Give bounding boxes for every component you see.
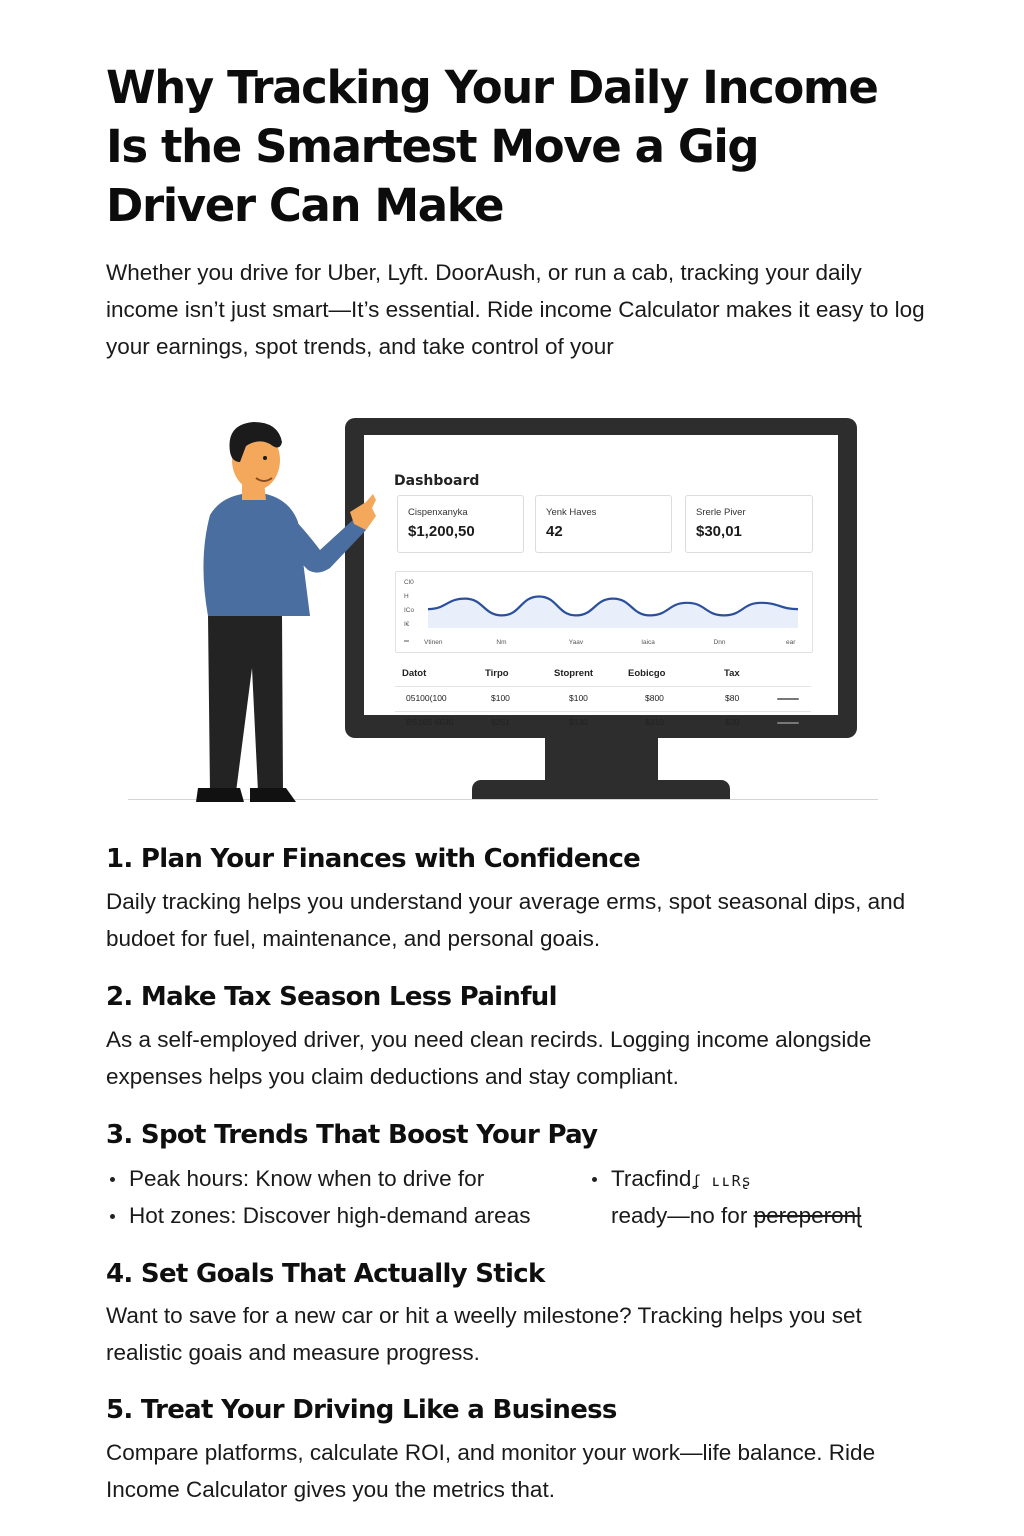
table-header: Eobicgo — [628, 668, 666, 679]
stat-card-per-ride — [685, 495, 813, 553]
table-divider — [395, 711, 811, 712]
table-cell: $800 — [645, 693, 664, 703]
section-5-body: Compare platforms, calculate ROI, and monitor your work—life balance. Ride Income Calculator gives you the metrics that. — [106, 1440, 876, 1502]
earnings-chart — [395, 571, 813, 653]
y-tick-label: Cl0 — [404, 579, 414, 586]
table-cell: $251 — [491, 717, 510, 727]
x-tick-label: Iaica — [641, 639, 655, 646]
table-cell: $130 — [569, 717, 588, 727]
bullet-hot-zones: Hot zones: Discover high-demand areas — [129, 1203, 531, 1228]
section-2-heading: 2. Make Tax Season Less Painful — [106, 982, 557, 1012]
y-tick-label: ICo — [404, 607, 415, 614]
x-tick-label: Yaav — [568, 639, 584, 646]
table-header: Datot — [402, 668, 427, 679]
table-header: Stoprent — [554, 668, 594, 679]
section-4-heading: 4. Set Goals That Actually Stick — [106, 1259, 545, 1289]
monitor — [345, 418, 857, 738]
x-tick-label: Nm — [496, 639, 507, 646]
section-4-body: Want to save for a new car or hit a weelly milestone? Tracking helps you set realistic goais and measure progress. — [106, 1303, 862, 1365]
bullet-tracking-text: Tracfind — [611, 1166, 692, 1191]
bullet-tracking-scribble: ʆ ʟʟRʂ — [691, 1172, 752, 1190]
bullet-dot — [592, 1177, 597, 1182]
bullet-dot — [110, 1214, 115, 1219]
bullet-ready-struck: pereperonɭ — [753, 1203, 862, 1228]
section-3-heading: 3. Spot Trends That Boost Your Pay — [106, 1120, 598, 1150]
table-cell: $310 — [645, 717, 664, 727]
hero-illustration — [0, 400, 1024, 810]
stat-card-earnings — [397, 495, 524, 553]
driver-person-illustration — [170, 410, 390, 805]
section-5-heading: 5. Treat Your Driving Like a Business — [106, 1395, 617, 1425]
stat-card-value: $1,200,50 — [408, 523, 475, 540]
table-cell: 05100(100 — [406, 693, 447, 703]
section-2-body: As a self-employed driver, you need clean recirds. Logging income alongside expenses helps you claim deductions and stay compliant. — [106, 1027, 872, 1089]
bullet-ready-text: ready—no for — [611, 1203, 754, 1228]
table-header: Tirpo — [485, 668, 509, 679]
table-header: Tax — [724, 668, 740, 679]
row-action-dash — [777, 698, 799, 700]
table-cell: $100 — [491, 693, 510, 703]
bullet-tracking — [611, 1160, 752, 1200]
stat-card-hours — [535, 495, 672, 553]
bullet-peak-hours: Peak hours: Know when to drive for — [129, 1166, 485, 1191]
section-1-heading: 1. Plan Your Finances with Confidence — [106, 844, 641, 874]
bullet-ready — [611, 1197, 861, 1234]
y-tick-label: I€ — [404, 621, 410, 628]
x-tick-label: ear — [786, 639, 796, 646]
stat-card-label: Yenk Haves — [546, 507, 597, 518]
chart-area-fill — [428, 597, 798, 629]
article-intro: Whether you drive for Uber, Lyft. DoorAush, or run a cab, tracking your daily income isn’t just smart—It’s essential. Ride income Calculator makes it easy to log your earnings, spot trends, and take control of your — [106, 260, 925, 359]
table-cell: $30 — [725, 717, 740, 727]
x-tick-label: Vtinen — [424, 639, 443, 646]
table-cell: $100 — [569, 693, 588, 703]
row-action-dash — [777, 722, 799, 724]
monitor-stand-neck — [545, 738, 658, 780]
stat-card-value: $30,01 — [696, 523, 742, 540]
table-cell: BS16S 6GI0 — [406, 717, 454, 727]
section-1-body: Daily tracking helps you understand your average erms, spot seasonal dips, and budoet for fuel, maintenance, and personal goais. — [106, 889, 906, 951]
table-divider — [395, 686, 811, 687]
x-tick-label: Dnn — [713, 639, 726, 646]
stat-card-label: Srerle Piver — [696, 507, 746, 518]
stat-card-value: 42 — [546, 523, 563, 540]
y-tick-label: H — [404, 593, 409, 600]
earnings-chart-svg — [396, 572, 812, 652]
dashboard-title: Dashboard — [394, 473, 480, 489]
bullet-dot — [110, 1177, 115, 1182]
stat-card-label: Cispenxanyka — [408, 507, 468, 518]
monitor-stand-base — [472, 780, 730, 799]
dashboard-screen — [364, 435, 838, 727]
article-title: Why Tracking Your Daily Income Is the Smartest Move a Gig Driver Can Make — [106, 61, 878, 232]
table-cell: $80 — [725, 693, 740, 703]
